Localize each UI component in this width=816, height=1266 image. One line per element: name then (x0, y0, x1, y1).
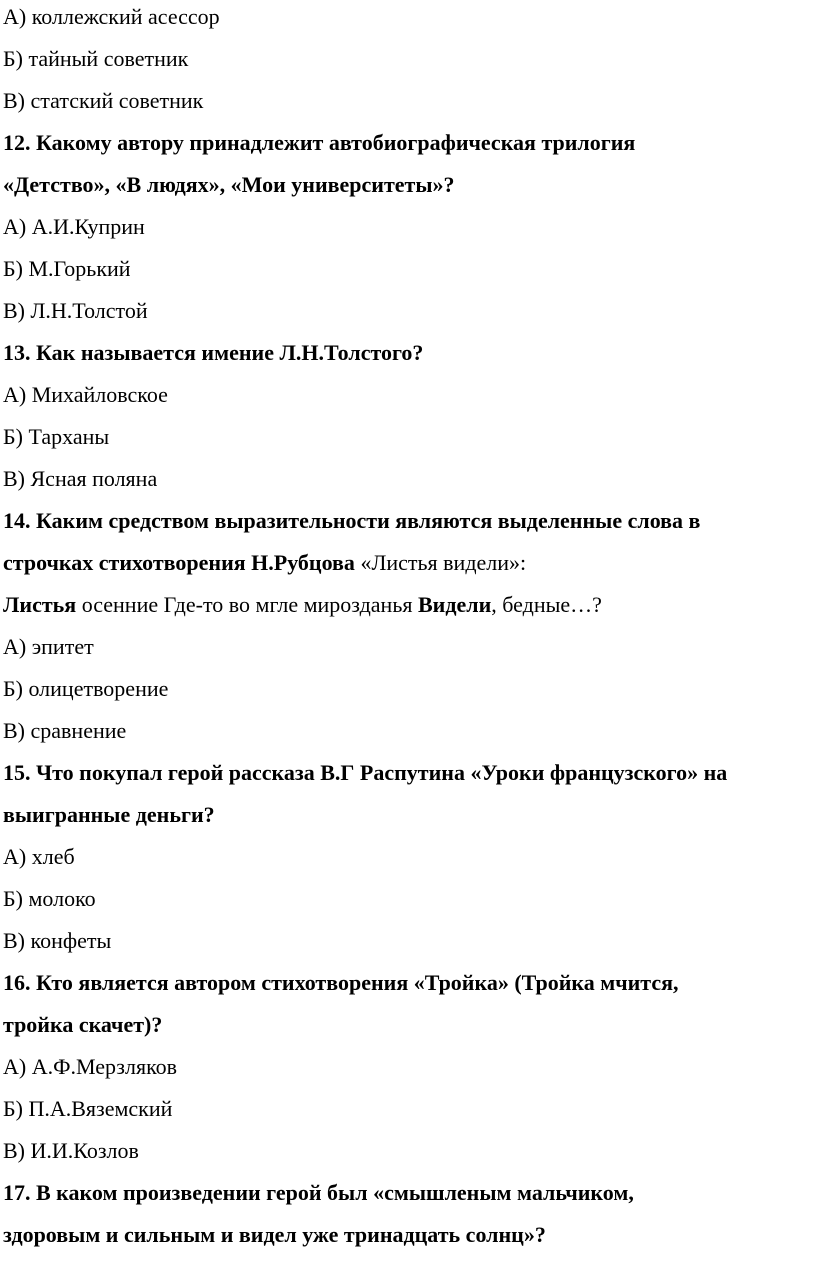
poem-text: , бедные…? (491, 592, 602, 617)
question-15-text-cont: выигранные деньги? (3, 802, 215, 827)
question-12-text: 12. Какому автору принадлежит автобиографическая трилогия (3, 130, 636, 155)
question-16-text-cont: тройка скачет)? (3, 1012, 163, 1037)
question-14-text: 14. Каким средством выразительности являются выделенные слова в (3, 508, 701, 533)
question-15-text: 15. Что покупал герой рассказа В.Г Распутина «Уроки французского» на (3, 760, 728, 785)
question-14-bold-part: строчках стихотворения Н.Рубцова (3, 550, 355, 575)
question-12-text-cont: «Детство», «В людях», «Мои университеты»? (3, 172, 455, 197)
poem-quote-line (3, 592, 602, 618)
answer-option: А) хлеб (3, 844, 75, 869)
question-13-text: 13. Как называется имение Л.Н.Толстого? (3, 340, 424, 365)
poem-text: осенние Где-то во мгле мирозданья (76, 592, 418, 617)
answer-option: А) Михайловское (3, 382, 168, 407)
answer-option: Б) Тарханы (3, 424, 110, 449)
answer-option: А) коллежский асессор (3, 4, 220, 29)
question-17-text-cont: здоровым и сильным и видел уже тринадцать солнц»? (3, 1222, 546, 1247)
question-16-text: 16. Кто является автором стихотворения «Тройка» (Тройка мчится, (3, 970, 679, 995)
answer-option: В) Ясная поляна (3, 466, 158, 491)
answer-option: Б) молоко (3, 886, 96, 911)
answer-option: Б) олицетворение (3, 676, 169, 701)
answer-option: В) статский советник (3, 88, 204, 113)
answer-option: В) конфеты (3, 928, 112, 953)
question-14-text-cont (3, 550, 526, 576)
answer-option: А) эпитет (3, 634, 94, 659)
highlighted-word: Видели (417, 592, 492, 617)
answer-option: В) сравнение (3, 718, 127, 743)
highlighted-word: Листья (3, 592, 77, 617)
answer-option: Б) М.Горький (3, 256, 131, 281)
answer-option: А) А.Ф.Мерзляков (3, 1054, 178, 1079)
answer-option: Б) П.А.Вяземский (3, 1096, 173, 1121)
answer-option: В) Л.Н.Толстой (3, 298, 148, 323)
question-17-text: 17. В каком произведении герой был «смышленым мальчиком, (3, 1180, 634, 1205)
answer-option: В) И.И.Козлов (3, 1138, 139, 1163)
answer-option: Б) тайный советник (3, 46, 189, 71)
question-14-poem-title: «Листья видели»: (354, 550, 527, 575)
answer-option: А) А.И.Куприн (3, 214, 145, 239)
